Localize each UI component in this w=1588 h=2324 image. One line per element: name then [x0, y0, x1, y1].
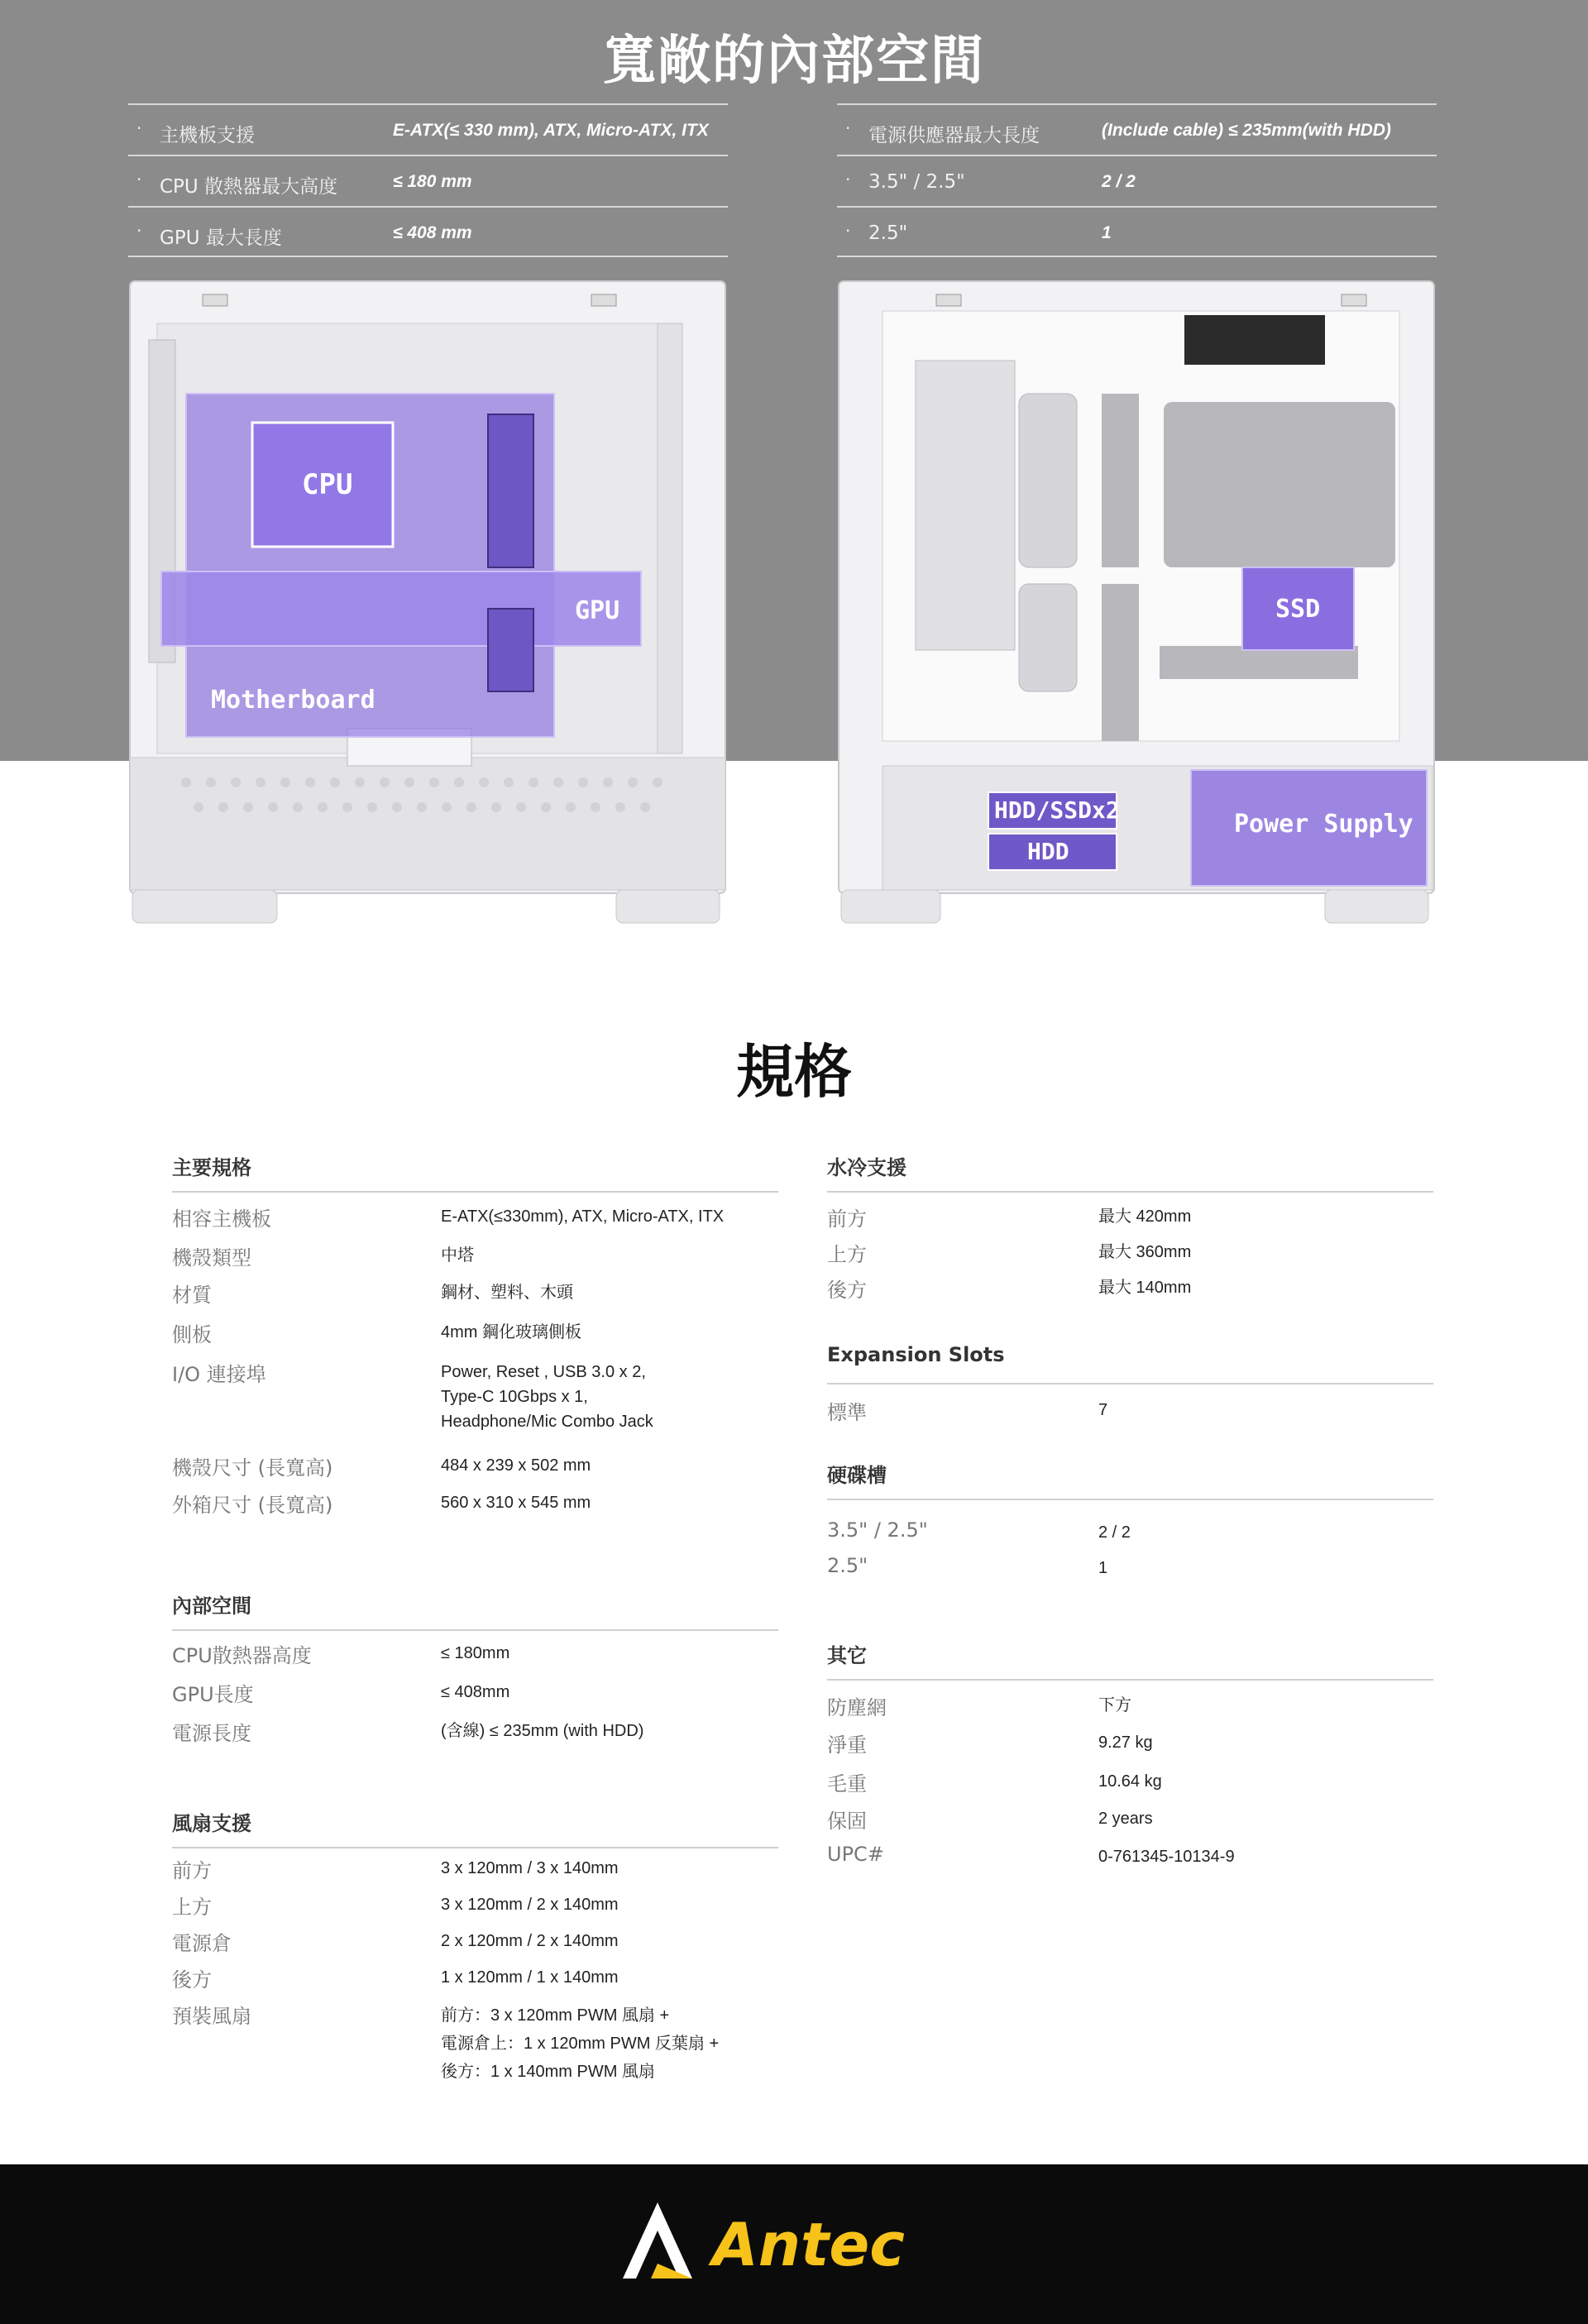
case-right-svg — [837, 278, 1437, 925]
spec-value: 最大 360mm — [1098, 1243, 1192, 1261]
top-vent — [591, 294, 616, 306]
case-right-view-illustration — [837, 278, 1437, 925]
spec-value: 2 x 120mm / 2 x 140mm — [441, 1932, 619, 1950]
spec-key: CPU散熱器高度 — [172, 1644, 312, 1667]
spec-value: 2 / 2 — [1102, 172, 1136, 191]
spec-value: ≤ 408mm — [441, 1683, 510, 1701]
spec-key: 側板 — [172, 1323, 212, 1346]
interior-space-title: 寬敞的內部空間 — [603, 31, 985, 92]
spec-key: 機殼尺寸 (長寬高) — [172, 1456, 333, 1480]
section-main-specs — [172, 1141, 778, 1193]
top-vent — [936, 294, 961, 306]
bullet: · — [136, 118, 142, 138]
case-foot — [616, 890, 720, 923]
value-line: Headphone/Mic Combo Jack — [441, 1413, 653, 1431]
spec-label: 電源供應器最大長度 — [868, 125, 1040, 146]
value-line: 前方：3 x 120mm PWM 風扇 + — [441, 2006, 670, 2025]
spec-value: 2 / 2 — [1098, 1523, 1131, 1542]
gpu-label: GPU — [575, 596, 620, 625]
spec-key: 標準 — [827, 1401, 867, 1424]
spec-row — [837, 103, 1437, 155]
section-expansion-slots — [827, 1333, 1433, 1384]
rear-panel — [658, 323, 682, 753]
spec-key: 前方 — [827, 1207, 867, 1231]
spec-value-multiline — [441, 2001, 719, 2086]
spec-value: ≤ 180mm — [441, 1644, 510, 1662]
top-vent — [1342, 294, 1366, 306]
spec-value: E-ATX(≤330mm), ATX, Micro-ATX, ITX — [441, 1207, 725, 1226]
ram-slots — [488, 414, 533, 567]
spec-row — [837, 155, 1437, 206]
antec-logo-svg — [615, 2196, 978, 2287]
spec-value: ≤ 408 mm — [393, 223, 472, 242]
spec-value: 3 x 120mm / 3 x 140mm — [441, 1859, 619, 1877]
spec-value: 1 x 120mm / 1 x 140mm — [441, 1968, 619, 1987]
cpu-label: CPU — [302, 468, 353, 501]
section-heading: 主要規格 — [172, 1141, 778, 1193]
spec-value: 3 x 120mm / 2 x 140mm — [441, 1896, 619, 1914]
spec-value: 484 x 239 x 502 mm — [441, 1456, 591, 1475]
psu-shroud — [130, 758, 725, 890]
spec-key: I/O 連接埠 — [172, 1363, 266, 1386]
section-fan-support — [172, 1797, 778, 1848]
spec-value: 1 — [1098, 1559, 1108, 1577]
cable-grommet — [1019, 584, 1077, 691]
spec-label: 2.5" — [868, 222, 908, 244]
expansion-bracket — [488, 609, 533, 691]
spec-key: 2.5" — [827, 1554, 868, 1577]
specifications-title: 規格 — [736, 1038, 852, 1106]
spec-value-multiline — [441, 1360, 653, 1434]
spec-label: 3.5" / 2.5" — [868, 171, 965, 193]
spec-key: 前方 — [172, 1859, 212, 1882]
section-heading: 內部空間 — [172, 1580, 778, 1631]
section-drive-bays — [827, 1449, 1433, 1500]
spec-key: 保固 — [827, 1810, 867, 1833]
cable-channel — [1102, 394, 1139, 567]
interior-space-section — [0, 0, 1588, 959]
bullet: · — [136, 221, 142, 241]
spec-key: 機殼類型 — [172, 1246, 251, 1270]
spec-label: 主機板支援 — [160, 125, 255, 146]
section-internal-space — [172, 1580, 778, 1631]
spec-key: 後方 — [172, 1968, 212, 1992]
drive-cage — [916, 361, 1015, 650]
fan-hub — [1184, 315, 1325, 365]
cable-channel — [1102, 584, 1139, 741]
gpu-highlight — [161, 571, 641, 646]
spec-value: 0-761345-10134-9 — [1098, 1848, 1235, 1866]
section-other — [827, 1629, 1433, 1681]
right-spec-table — [837, 103, 1437, 257]
logo-wordmark: Antec — [712, 2210, 905, 2279]
spec-value: 最大 140mm — [1098, 1279, 1192, 1297]
spec-value: (Include cable) ≤ 235mm(with HDD) — [1102, 121, 1391, 140]
spec-key: 淨重 — [827, 1733, 867, 1757]
spec-key: 外箱尺寸 (長寬高) — [172, 1494, 333, 1517]
spec-key: 預裝風扇 — [172, 2005, 251, 2028]
spec-key: 上方 — [172, 1896, 212, 1919]
ssd-label: SSD — [1275, 595, 1321, 624]
spec-value: 10.64 kg — [1098, 1772, 1162, 1791]
value-line: Power, Reset , USB 3.0 x 2, — [441, 1363, 646, 1381]
case-left-svg — [128, 278, 728, 925]
value-line: 電源倉上：1 x 120mm PWM 反葉扇 + — [441, 2035, 720, 2053]
bullet: · — [136, 170, 142, 189]
spec-key: 相容主機板 — [172, 1207, 271, 1231]
psu-label: Power Supply — [1234, 810, 1413, 839]
spec-value: 下方 — [1098, 1696, 1131, 1714]
case-foot — [841, 890, 940, 923]
spec-value: 1 — [1102, 223, 1112, 242]
spec-key: 3.5" / 2.5" — [827, 1518, 928, 1542]
spec-row — [128, 103, 728, 155]
section-heading: 其它 — [827, 1629, 1433, 1681]
spec-value: 4mm 鋼化玻璃側板 — [441, 1323, 581, 1341]
spec-key: UPC# — [827, 1843, 884, 1866]
cpu-cutout — [1164, 402, 1395, 567]
bullet: · — [845, 221, 851, 241]
spec-value: ≤ 180 mm — [393, 172, 472, 191]
hdd-label: HDD — [1027, 838, 1069, 865]
left-spec-table — [128, 103, 728, 257]
spec-key: GPU長度 — [172, 1683, 254, 1706]
cable-grommet — [1019, 394, 1077, 567]
spec-row — [128, 206, 728, 257]
value-line: 後方：1 x 140mm PWM 風扇 — [441, 2063, 655, 2081]
spec-key: 防塵網 — [827, 1696, 887, 1719]
value-line: Type-C 10Gbps x 1, — [441, 1388, 588, 1406]
top-vent — [203, 294, 227, 306]
spec-key: 後方 — [827, 1279, 867, 1302]
bullet: · — [845, 118, 851, 138]
spec-label: CPU 散熱器最大高度 — [160, 176, 338, 198]
spec-key: 毛重 — [827, 1772, 867, 1796]
spec-label: GPU 最大長度 — [160, 227, 282, 249]
spec-value: (含線) ≤ 235mm (with HDD) — [441, 1722, 644, 1740]
spec-row — [837, 206, 1437, 257]
spec-value: 最大 420mm — [1098, 1207, 1192, 1226]
section-heading: 風扇支援 — [172, 1797, 778, 1848]
case-foot — [132, 890, 277, 923]
spec-value: 中塔 — [441, 1246, 474, 1265]
spec-row — [128, 155, 728, 206]
spec-key: 電源長度 — [172, 1722, 251, 1745]
section-heading: 水冷支援 — [827, 1141, 1433, 1193]
spec-value: 9.27 kg — [1098, 1733, 1153, 1752]
spec-key: 上方 — [827, 1243, 867, 1266]
case-foot — [1325, 890, 1428, 923]
spec-key: 電源倉 — [172, 1932, 232, 1955]
spec-key: 材質 — [172, 1284, 212, 1307]
spec-value: 7 — [1098, 1401, 1108, 1419]
hdd-ssd-label: HDD/SSDx2 — [994, 796, 1120, 824]
spec-value: E-ATX(≤ 330 mm), ATX, Micro-ATX, ITX — [393, 121, 709, 140]
spec-value: 560 x 310 x 545 mm — [441, 1494, 591, 1512]
section-heading: Expansion Slots — [827, 1333, 1433, 1384]
footer-bar — [0, 2164, 1588, 2324]
bullet: · — [845, 170, 851, 189]
section-heading: 硬碟槽 — [827, 1449, 1433, 1500]
motherboard-label: Motherboard — [211, 686, 375, 715]
case-left-view-illustration — [128, 278, 728, 925]
spec-value: 鋼材、塑料、木頭 — [441, 1284, 573, 1302]
antec-logo[interactable] — [615, 2196, 978, 2287]
section-water-cooling — [827, 1141, 1433, 1193]
spec-value: 2 years — [1098, 1810, 1153, 1828]
